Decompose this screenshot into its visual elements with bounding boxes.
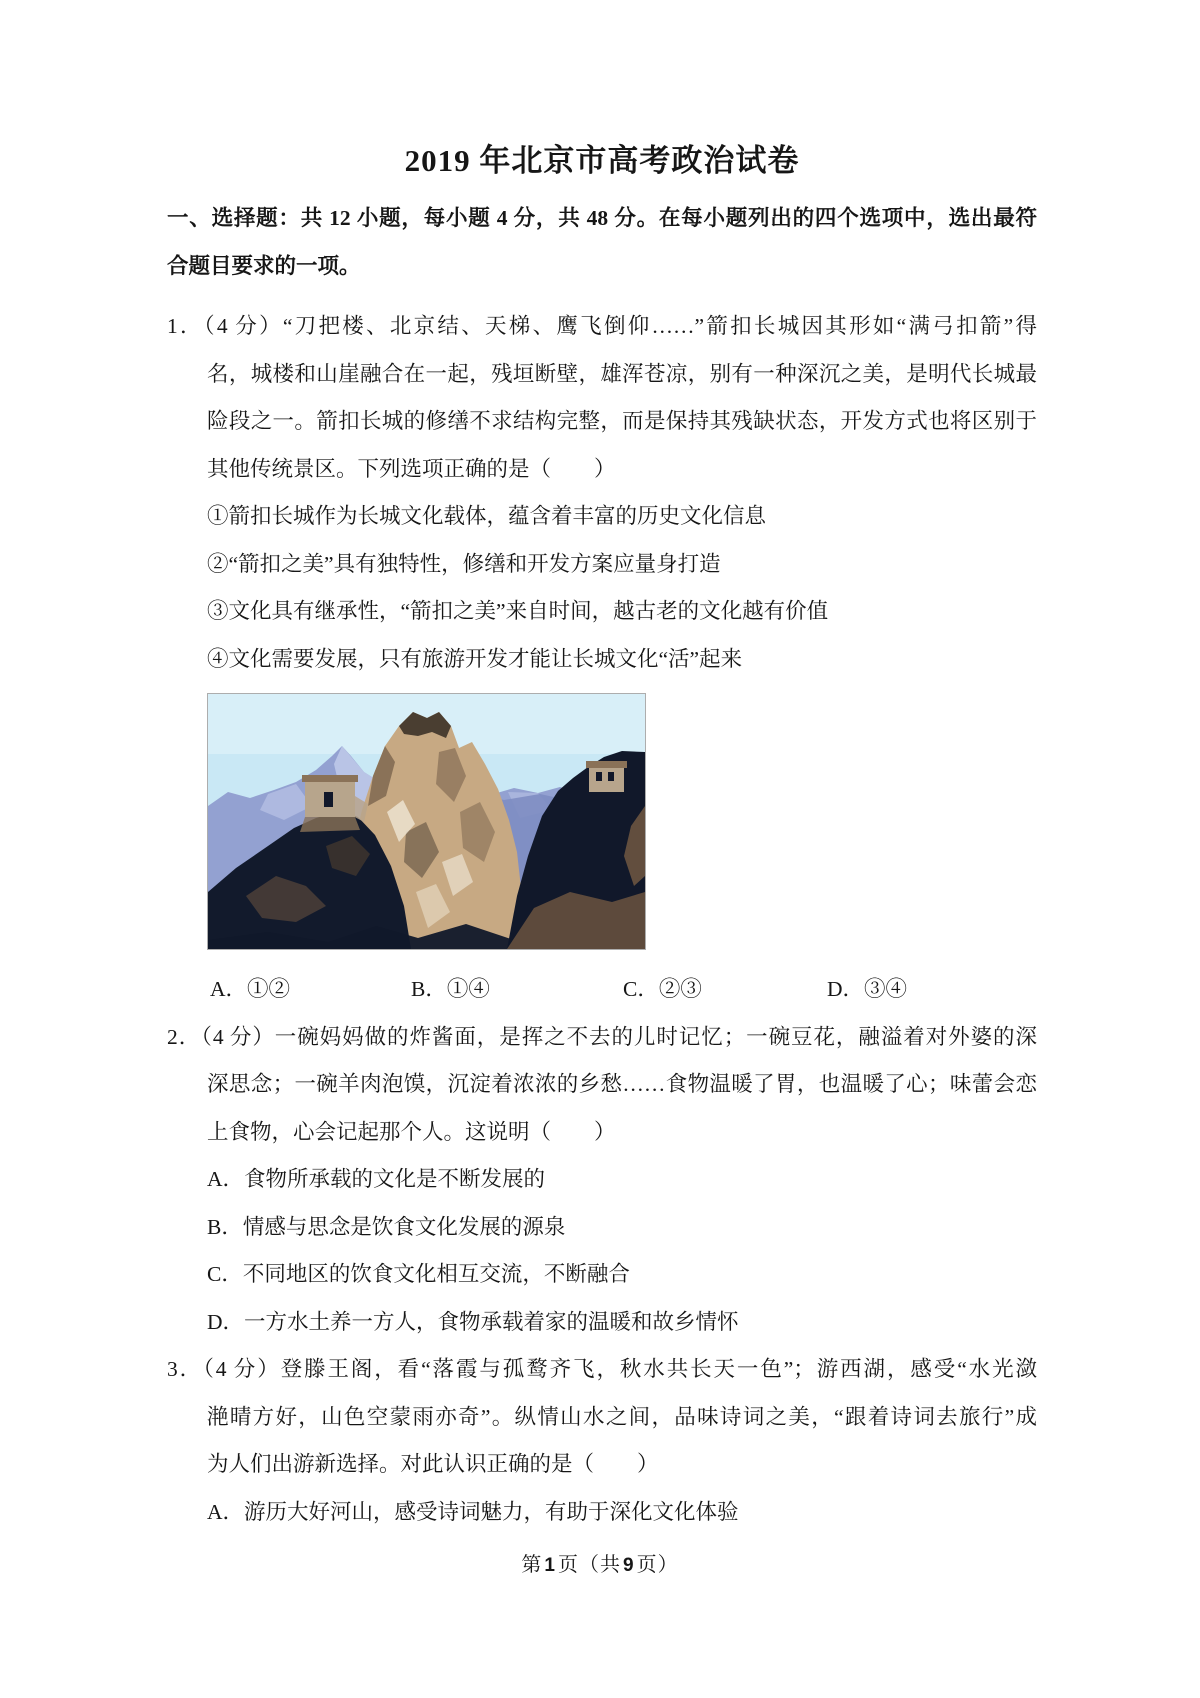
question-2 [167, 1014, 1037, 1347]
question-1-line: 名，城楼和山崖融合在一起，残垣断壁，雄浑苍凉，别有一种深沉之美，是明代长城最 [207, 361, 1037, 386]
question-1-line: 其他传统景区。下列选项正确的是（ ） [207, 456, 616, 481]
section-heading [167, 195, 1037, 290]
option-b: B．情感与思念是饮食文化发展的源泉 [207, 1214, 566, 1239]
footer-page-number: 1 [544, 1555, 556, 1576]
question-1-item-2: ②“箭扣之美”具有独特性，修缮和开发方案应量身打造 [207, 551, 721, 576]
jiankou-great-wall-photo [207, 693, 646, 950]
option-b: B．①④ [411, 977, 490, 1001]
section-heading-line-2: 合题目要求的一项。 [167, 253, 361, 278]
question-3-line: 滟晴方好，山色空蒙雨亦奇”。纵情山水之间，品味诗词之美，“跟着诗词去旅行”成 [207, 1404, 1037, 1429]
question-3-line: 3．（4 分）登滕王阁，看“落霞与孤鹜齐飞，秋水共长天一色”；游西湖，感受“水光潋 [167, 1357, 1037, 1381]
jiankou-great-wall-photo-graphic [208, 694, 645, 949]
page-title: 2019 年北京市高考政治试卷 [404, 143, 800, 178]
option-a: A．游历大好河山，感受诗词魅力，有助于深化文化体验 [207, 1499, 739, 1524]
option-c: C．②③ [623, 977, 702, 1001]
option-d: D．一方水土养一方人，食物承载着家的温暖和故乡情怀 [207, 1309, 739, 1334]
question-1-item-3: ③文化具有继承性，“箭扣之美”来自时间，越古老的文化越有价值 [207, 599, 829, 623]
question-1-line: 1．（4 分）“刀把楼、北京结、天梯、鹰飞倒仰……”箭扣长城因其形如“满弓扣箭”得 [167, 314, 1037, 338]
question-2-line: 上食物，心会记起那个人。这说明（ ） [207, 1119, 616, 1144]
right-watchtower [589, 766, 624, 792]
question-1-item-1: ①箭扣长城作为长城文化载体，蕴含着丰富的历史文化信息 [207, 504, 767, 528]
section-heading-line-1: 一、选择题：共 12 小题，每小题 4 分，共 48 分。在每小题列出的四个选项中，选出最符 [167, 206, 1037, 230]
question-1-options [167, 966, 1037, 1014]
question-3-line: 为人们出游新选择。对此认识正确的是（ ） [207, 1452, 659, 1476]
page-content [167, 0, 1037, 1536]
question-1 [167, 303, 1037, 1014]
question-2-line: 2．（4 分）一碗妈妈做的炸酱面，是挥之不去的儿时记忆；一碗豆花，融溢着对外婆的深 [167, 1024, 1037, 1049]
question-3 [167, 1346, 1037, 1536]
option-a: A．食物所承载的文化是不断发展的 [207, 1167, 546, 1191]
option-c: C．不同地区的饮食文化相互交流，不断融合 [207, 1262, 630, 1286]
footer-total-pages: 9 [623, 1555, 635, 1576]
footer-text: 页） [636, 1554, 679, 1576]
footer-text: 第 [521, 1554, 543, 1576]
question-1-item-4: ④文化需要发展，只有旅游开发才能让长城文化“活”起来 [207, 646, 743, 671]
page-footer [0, 1548, 1200, 1577]
footer-text: 页（共 [558, 1554, 621, 1576]
option-d: D．③④ [827, 977, 908, 1001]
question-1-line: 险段之一。箭扣长城的修缮不求结构完整，而是保持其残缺状态，开发方式也将区别于 [207, 409, 1037, 433]
question-2-line: 深思念；一碗羊肉泡馍，沉淀着浓浓的乡愁……食物温暖了胃，也温暖了心；味蕾会恋 [207, 1072, 1037, 1096]
option-a: A．①② [210, 977, 291, 1001]
